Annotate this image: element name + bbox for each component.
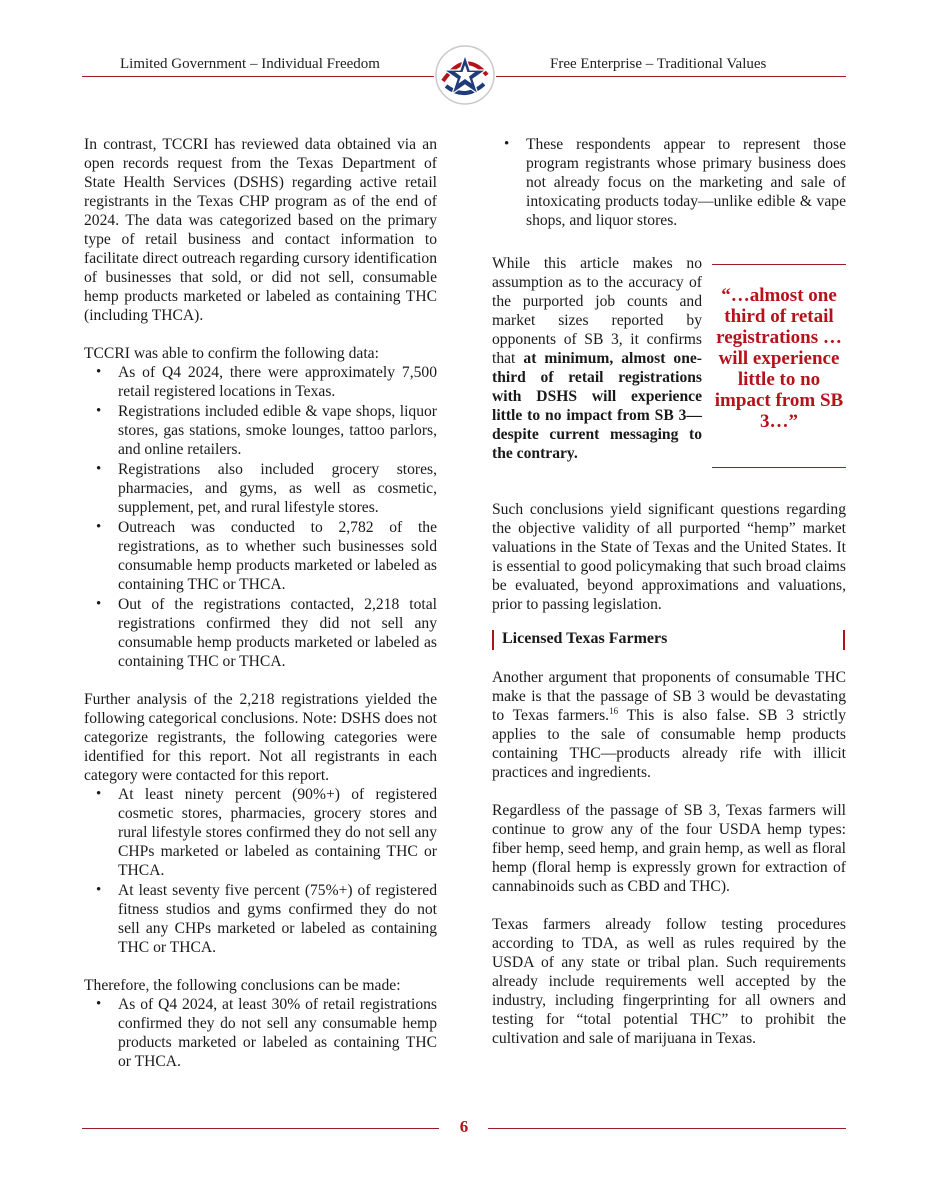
list-item: • Registrations included edible & vape shops, liquor stores, gas stations, smoke lounges, tattoo parlors, and online retailers. — [84, 402, 437, 459]
footer-rule-right — [488, 1128, 846, 1129]
farmers-text — [492, 668, 846, 1048]
therefore-bullet-list — [84, 995, 437, 1071]
farmers-paragraph-2: Regardless of the passage of SB 3, Texas farmers will continue to grow any of the four USDA hemp types: fiber hemp, seed hemp, and grain hemp, as well as floral hemp (floral hemp is expressly grown for extraction of cannabinoids such as CBD and THC). — [492, 802, 846, 895]
conclusions-paragraph: Such conclusions yield significant questions regarding the objective validity of all purported “hemp” market valuations in the State of Texas and the United States. It is essential to good policymaking that such broad claims be evaluated, beyond approximations and valuations, prior to passing legislation. — [492, 501, 846, 613]
page-number: 6 — [459, 1117, 469, 1136]
footer-rule-left — [82, 1128, 439, 1129]
farmers-p1-part-a: Another argument that proponents of consumable THC make is that the passage of SB 3 would be devastating to Texas farmers. — [492, 669, 846, 724]
analysis-paragraph: Further analysis of the 2,218 registrations yielded the following categorical conclusions. Note: DSHS does not categorize registrants, the following categories were identified for this report. Not all registrants in each category were contacted for this report. — [84, 691, 437, 784]
pull-quote-rule-top — [712, 264, 846, 265]
section-bar-left — [492, 630, 494, 650]
confirm-lead: TCCRI was able to confirm the following data: — [84, 345, 379, 362]
intro-paragraph: In contrast, TCCRI has reviewed data obtained via an open records request from the Texas Department of State Health Services (DSHS) regarding active retail registrants in the Texas CHP program as of the end of 2024. The data was categorized based on the primary type of retail business and contact information to facilitate direct outreach regarding cursory identification of businesses that sold, or did not sell, consumable hemp products marketed or labeled as containing THC (including THCA). — [84, 136, 437, 324]
header-right-text: Free Enterprise – Traditional Values — [550, 56, 767, 72]
list-item: • Out of the registrations contacted, 2,218 total registrations confirmed they did not sell any consumable hemp products marketed or labeled as containing THC or THCA. — [84, 595, 437, 671]
list-item: • At least seventy five percent (75%+) of registered fitness studios and gyms confirmed they do not sell any CHPs marketed or labeled as containing THC or THCA. — [84, 881, 437, 957]
list-item: • Registrations also included grocery stores, pharmacies, and gyms, as well as cosmetic, supplement, pet, and rural lifestyle stores. — [84, 460, 437, 517]
right-top-bullet — [492, 135, 846, 231]
list-item: • At least ninety percent (90%+) of registered cosmetic stores, pharmacies, grocery stores and rural lifestyle stores confirmed they do not sell any CHPs marketed or labeled as containing THC or THCA. — [84, 785, 437, 880]
confirm-bullet-list — [84, 363, 437, 671]
pull-quote-rule-bottom — [712, 467, 846, 468]
footnote-ref: 16 — [609, 705, 619, 716]
left-column — [84, 135, 437, 1072]
section-bar-right — [843, 630, 845, 650]
article-bold-text: at minimum, almost one-third of retail registrations with DSHS will experience little to no impact from SB 3—despite current messaging to the contrary. — [492, 350, 702, 462]
header-rule-left — [82, 76, 434, 77]
header-rule-right — [496, 76, 846, 77]
farmers-paragraph-1 — [492, 668, 846, 782]
star-seal-icon — [434, 44, 496, 106]
article-plain-text: While this article makes no assumption as to the accuracy of the purported job counts and market sizes reported by opponents of SB 3, it confirms that — [492, 255, 702, 367]
list-item: • These respondents appear to represent those program registrants whose primary business does not already focus on the marketing and sale of intoxicating products today—unlike edible & vape shops, and liquor stores. — [492, 135, 846, 230]
article-paragraph — [492, 254, 702, 463]
farmers-paragraph-3: Texas farmers already follow testing procedures according to TDA, as well as rules required by the USDA of any state or tribal plan. Such requirements already include requirements well accepted by the industry, including fingerprinting for all owners and testing for “total potential THC” to prohibit the cultivation and sale of marijuana in Texas. — [492, 916, 846, 1047]
list-item: • As of Q4 2024, there were approximately 7,500 retail registered locations in Texas. — [84, 363, 437, 401]
analysis-bullet-list — [84, 785, 437, 957]
pull-quote: “…almost one third of retail registrations …will experience little to no impact from SB 3…” — [714, 285, 844, 432]
therefore-lead: Therefore, the following conclusions can be made: — [84, 977, 401, 994]
header-left-text: Limited Government – Individual Freedom — [120, 56, 380, 72]
section-title: Licensed Texas Farmers — [502, 630, 668, 647]
list-item: • Outreach was conducted to 2,782 of the registrations, as to whether such businesses sold consumable hemp products marketed or labeled as containing THC or THCA. — [84, 518, 437, 594]
star-seal-logo — [434, 44, 496, 106]
list-item: • As of Q4 2024, at least 30% of retail registrations confirmed they do not sell any consumable hemp products marketed or labeled as containing THC or THCA. — [84, 995, 437, 1071]
farmers-p1-part-b: This is also false. SB 3 strictly applies to the sale of consumable hemp products containing THC—products already rife with illicit practices and ingredients. — [492, 707, 847, 781]
